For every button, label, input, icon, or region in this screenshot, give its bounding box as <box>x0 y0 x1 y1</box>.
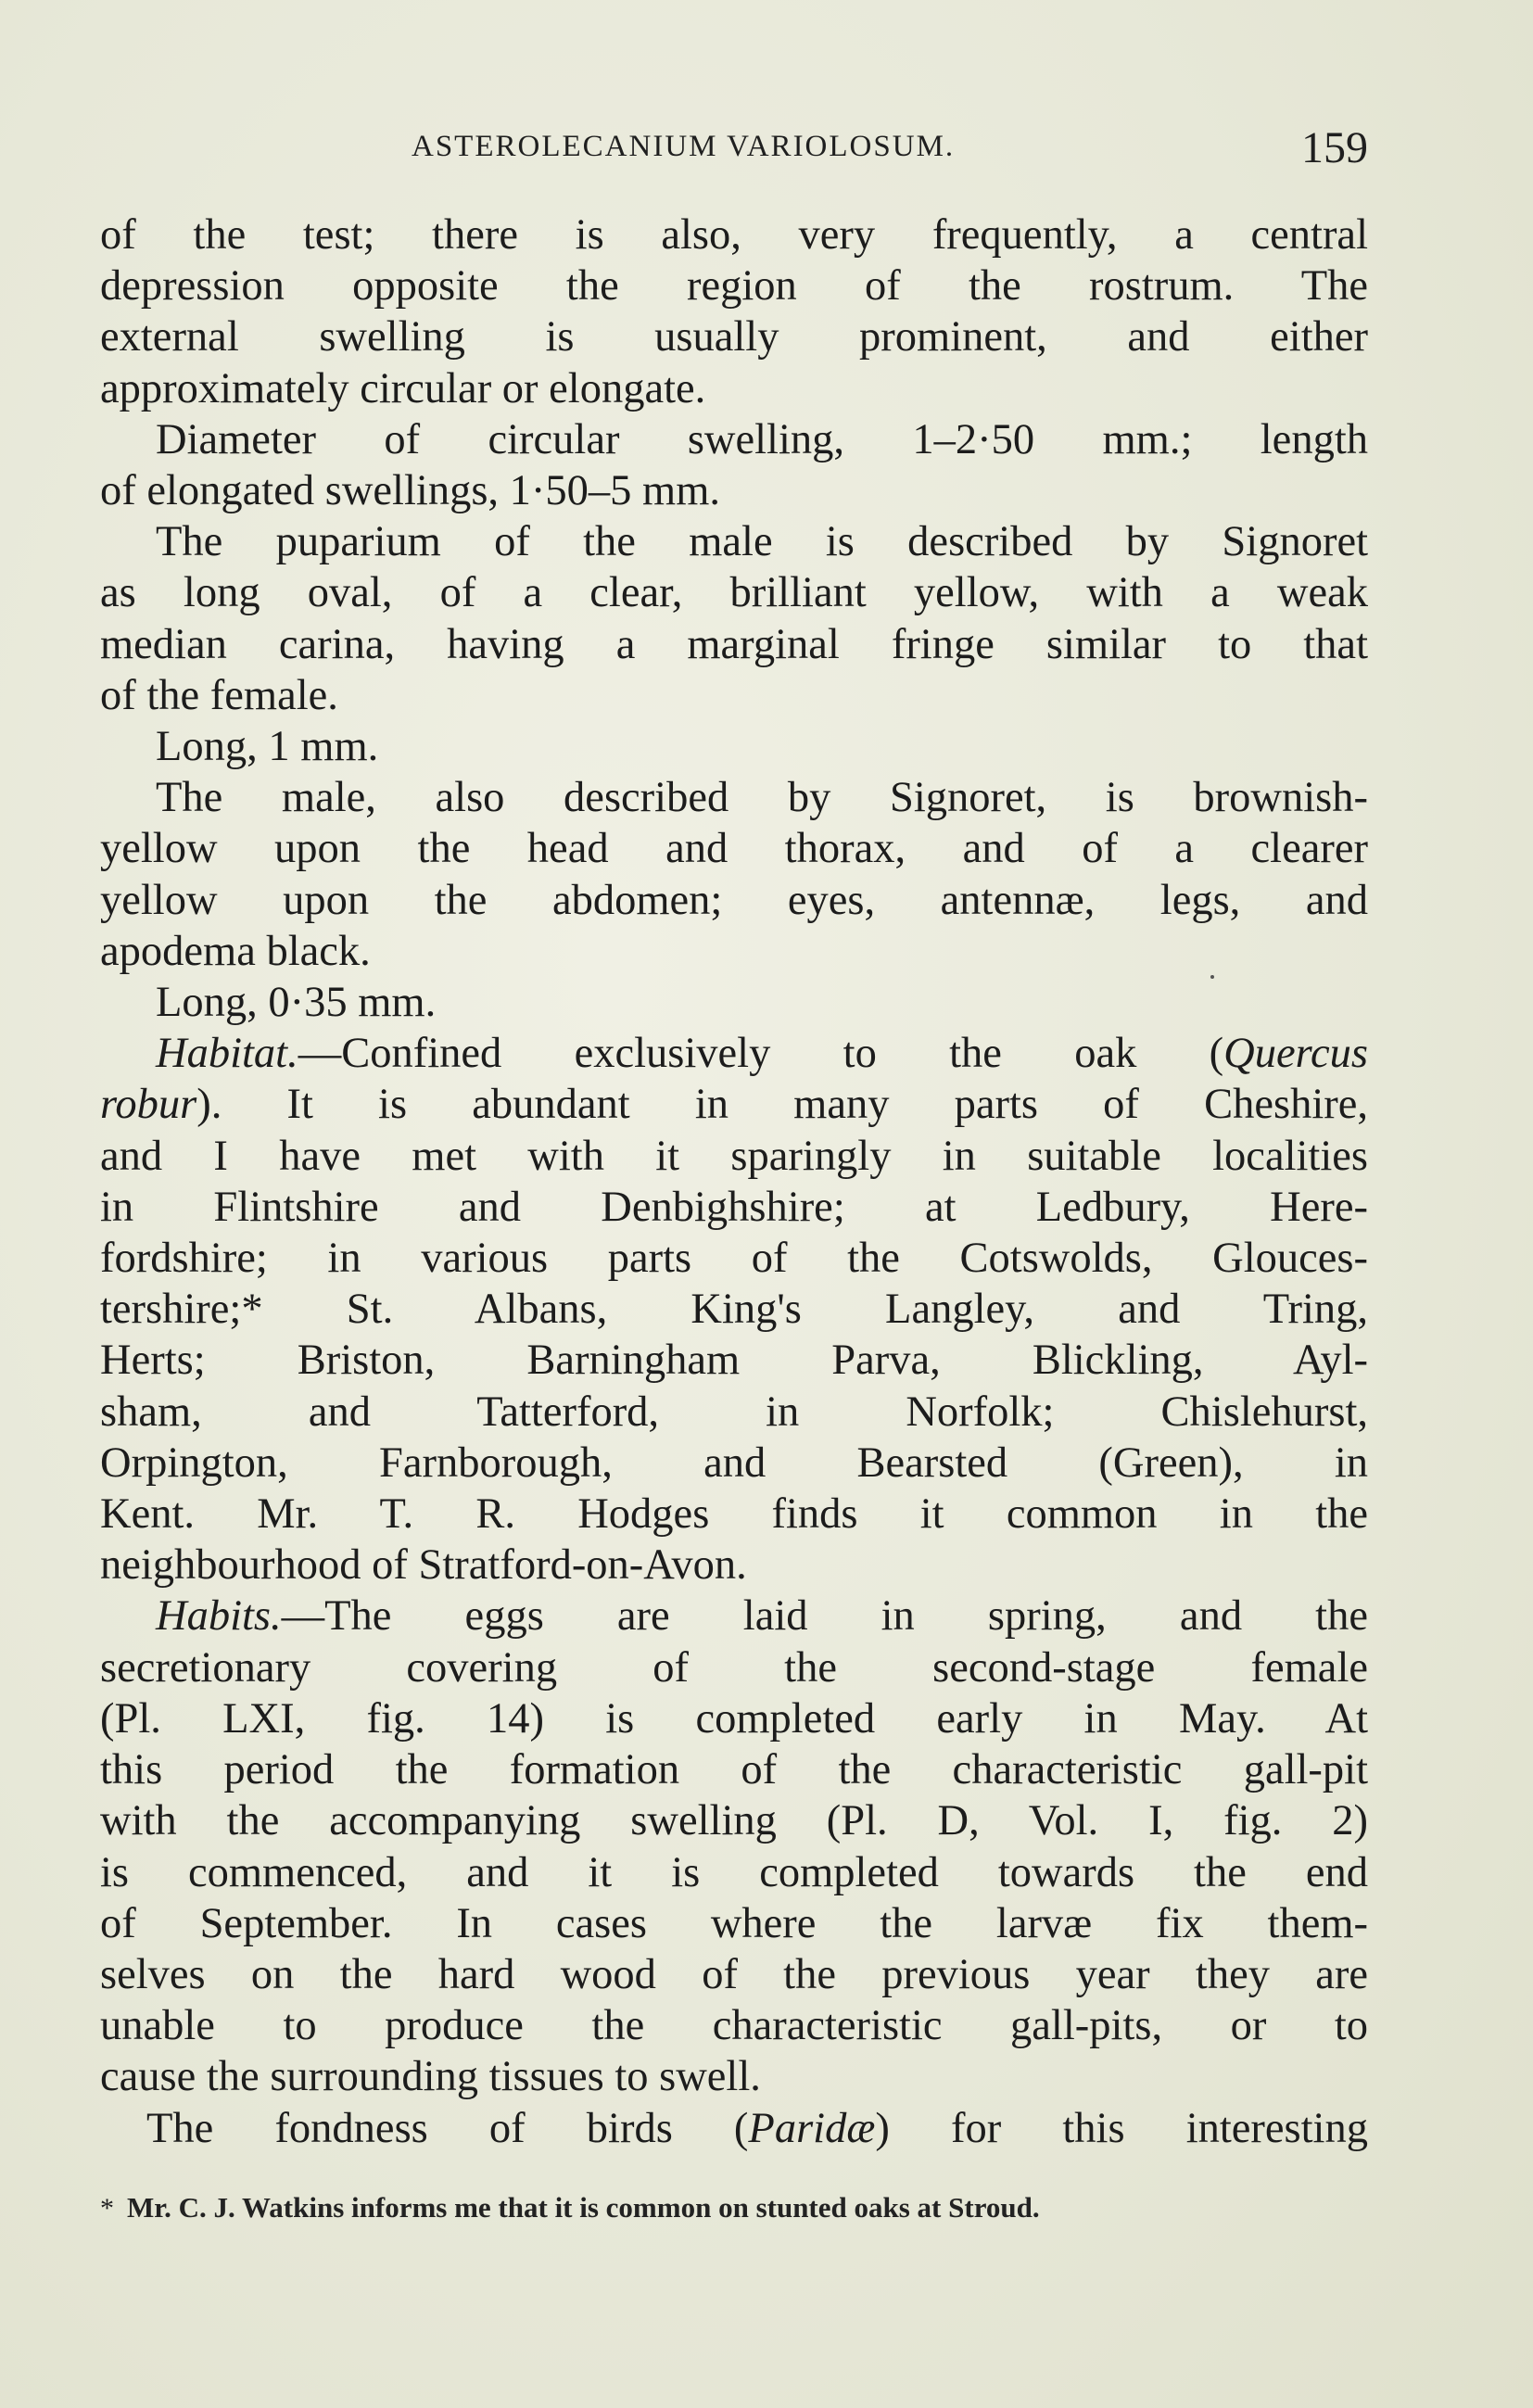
paragraph-test-description <box>100 209 1368 414</box>
habits-label: Habits. <box>156 1592 282 1641</box>
print-speck <box>1210 975 1214 979</box>
paragraph-length-male <box>100 977 1368 1028</box>
footnote <box>100 2189 1368 2227</box>
habitat-label: Habitat. <box>156 1030 298 1078</box>
habits-line-first <box>100 1591 1368 1641</box>
paragraph-puparium-male <box>100 516 1368 721</box>
text-line: as long oval, of a clear, brilliant yellow, with a weak <box>100 569 1368 617</box>
running-head <box>100 122 1368 178</box>
footnote-text: Mr. C. J. Watkins informs me that it is common on stunted oaks at Stroud. <box>127 2191 1040 2224</box>
text-line: Diameter of circular swelling, 1–2·50 mm.; length <box>156 415 1368 463</box>
text-line: approximately circular or elongate. <box>100 364 706 412</box>
text-line: neighbourhood of Stratford-on-Avon. <box>100 1541 747 1590</box>
species-genus: Quercus <box>1223 1030 1368 1078</box>
body-text <box>100 209 1368 2154</box>
text-line: yellow upon the abdomen; eyes, antennæ, legs, and <box>100 876 1368 924</box>
text-line: Orpington, Farnborough, and Bearsted (Green), in <box>100 1438 1368 1487</box>
page-number: 159 <box>1301 123 1368 172</box>
text-line: this period the formation of the characteristic gall-pit <box>100 1746 1368 1794</box>
text-line: of elongated swellings, 1·50–5 mm. <box>100 467 720 515</box>
text-line: sham, and Tatterford, in Norfolk; Chislehurst, <box>100 1388 1368 1436</box>
text-line: depression opposite the region of the rostrum. The <box>100 262 1368 311</box>
text-line: tershire;* St. Albans, King's Langley, and Tring, <box>100 1286 1368 1334</box>
text-line: Long, 0·35 mm. <box>156 979 437 1027</box>
paragraph-diameter <box>100 414 1368 516</box>
text-line: selves on the hard wood of the previous year they are <box>100 1950 1368 1998</box>
paragraph-male-description <box>100 772 1368 977</box>
text-line: cause the surrounding tissues to swell. <box>100 2053 761 2101</box>
text-line: external swelling is usually prominent, and either <box>100 313 1368 361</box>
habits-text: —The eggs are laid in spring, and the <box>281 1592 1368 1641</box>
text-line: in Flintshire and Denbighshire; at Ledbury, Here- <box>100 1183 1368 1231</box>
species-epithet: robur <box>100 1081 197 1129</box>
paragraph-habitat <box>100 1028 1368 1591</box>
birds-text: ) for this interesting <box>875 2104 1368 2152</box>
birds-text: The fondness of birds ( <box>146 2104 749 2152</box>
paragraph-birds <box>100 2103 1368 2154</box>
text-line: Herts; Briston, Barningham Parva, Blickling, Ayl- <box>100 1337 1368 1385</box>
text-line: of the test; there is also, very frequently, a central <box>100 211 1368 259</box>
habitat-line-first <box>100 1028 1368 1079</box>
text-line: The male, also described by Signoret, is brownish- <box>156 774 1368 822</box>
text-line: is commenced, and it is completed towards the end <box>100 1848 1368 1896</box>
text-line: unable to produce the characteristic gall-pits, or to <box>100 2002 1368 2050</box>
text-line: Kent. Mr. T. R. Hodges finds it common in the <box>100 1490 1368 1539</box>
text-line: secretionary covering of the second-stage female <box>100 1643 1368 1692</box>
habitat-text: ). It is abundant in many parts of Cheshire, <box>196 1081 1368 1129</box>
paragraph-habits <box>100 1591 1368 2102</box>
text-line: apodema black. <box>100 927 371 975</box>
text-line: fordshire; in various parts of the Cotswolds, Glouces- <box>100 1235 1368 1283</box>
bird-family: Paridæ <box>748 2104 876 2152</box>
text-line: of September. In cases where the larvæ fix them- <box>100 1899 1368 1947</box>
paragraph-length-puparium <box>100 721 1368 772</box>
footnote-mark: * <box>100 2193 114 2224</box>
text-line: of the female. <box>100 671 338 719</box>
text-line: The puparium of the male is described by Signoret <box>156 518 1368 566</box>
text-line: and I have met with it sparingly in suitable localities <box>100 1132 1368 1180</box>
habitat-line-second <box>100 1079 1368 1130</box>
birds-line <box>100 2103 1368 2154</box>
text-line: (Pl. LXI, fig. 14) is completed early in May. At <box>100 1694 1368 1743</box>
text-line: with the accompanying swelling (Pl. D, Vol. I, fig. 2) <box>100 1797 1368 1845</box>
text-line: median carina, having a marginal fringe similar to that <box>100 620 1368 668</box>
habitat-text: —Confined exclusively to the oak ( <box>298 1030 1224 1078</box>
running-title: ASTEROLECANIUM VARIOLOSUM. <box>412 130 956 163</box>
text-line: yellow upon the head and thorax, and of a clearer <box>100 825 1368 873</box>
text-line: Long, 1 mm. <box>156 723 379 771</box>
